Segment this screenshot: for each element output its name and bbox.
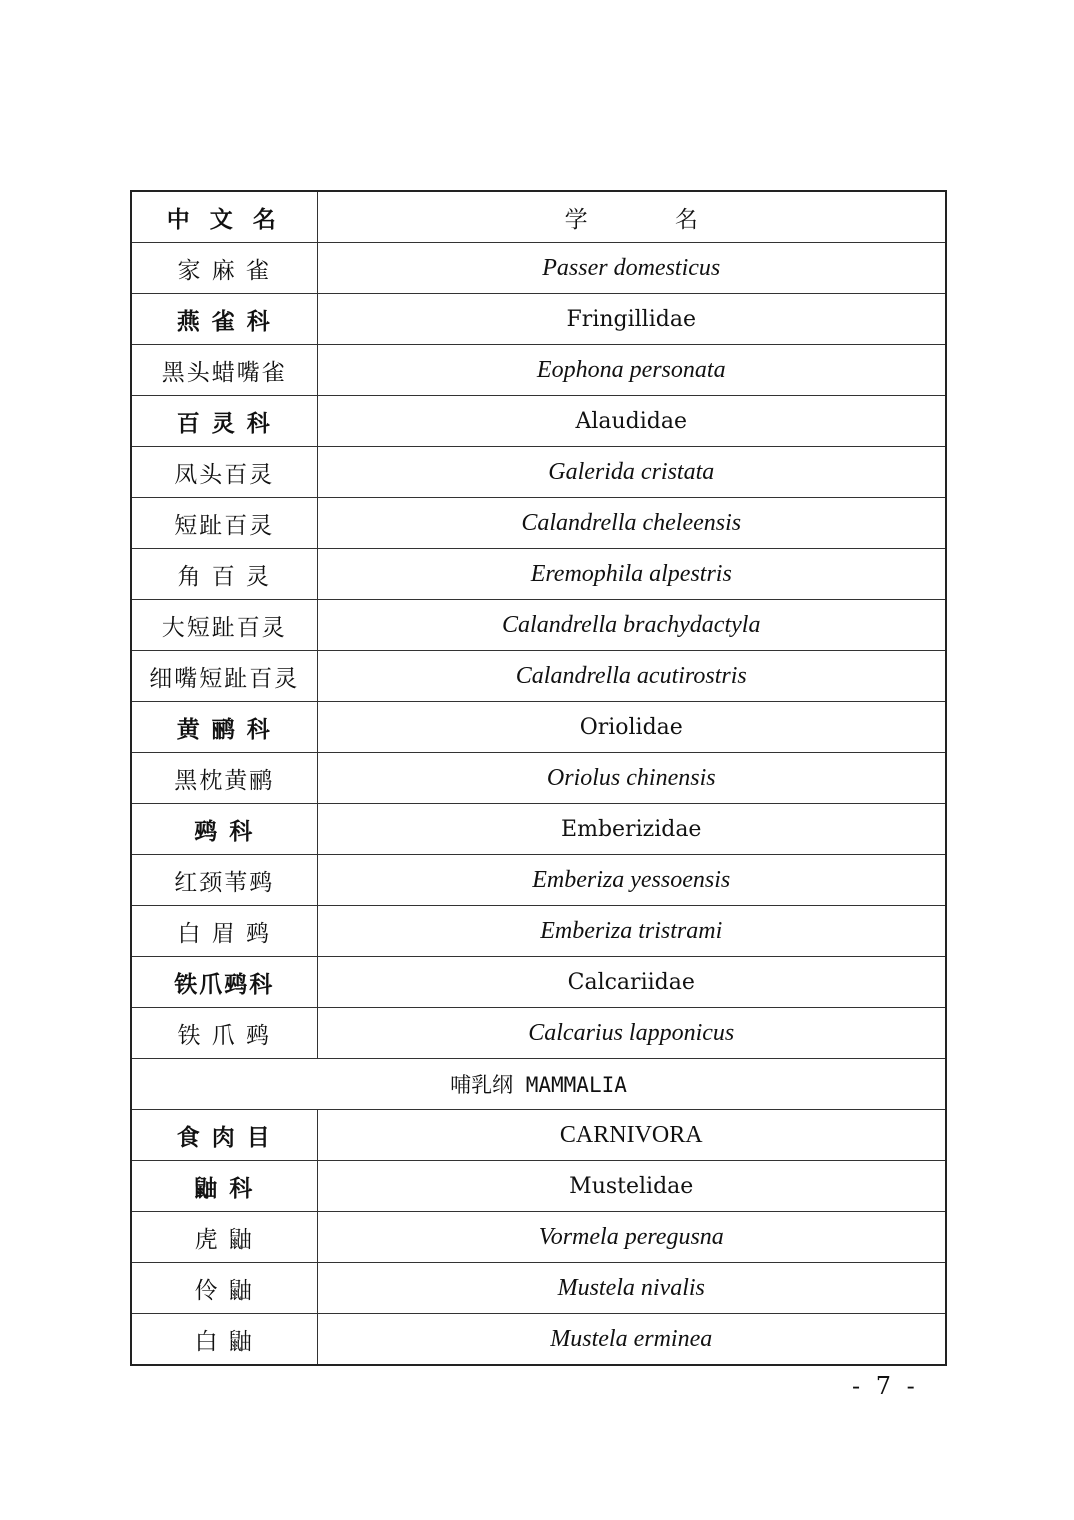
header-scientific-name: 学 名	[317, 191, 946, 243]
species-row	[131, 549, 946, 600]
table-header-row	[131, 191, 946, 243]
species-scientific-name: Mustela nivalis	[317, 1263, 946, 1314]
species-scientific-name: Eophona personata	[317, 345, 946, 396]
species-chinese-name: 红颈苇鹀	[131, 855, 317, 906]
family-row	[131, 804, 946, 855]
species-chinese-name: 细嘴短趾百灵	[131, 651, 317, 702]
family-chinese-name: 燕 雀 科	[131, 294, 317, 345]
family-chinese-name: 百 灵 科	[131, 396, 317, 447]
species-chinese-name: 白 鼬	[131, 1314, 317, 1366]
species-row	[131, 753, 946, 804]
species-row	[131, 447, 946, 498]
species-scientific-name: Emberiza tristrami	[317, 906, 946, 957]
species-row	[131, 1314, 946, 1366]
family-chinese-name: 鹀 科	[131, 804, 317, 855]
family-scientific-name: Alaudidae	[317, 396, 946, 447]
species-row	[131, 498, 946, 549]
order-chinese-name: 食 肉 目	[131, 1110, 317, 1161]
species-chinese-name: 角 百 灵	[131, 549, 317, 600]
order-scientific-name: CARNIVORA	[317, 1110, 946, 1161]
family-chinese-name: 鼬 科	[131, 1161, 317, 1212]
family-scientific-name: Emberizidae	[317, 804, 946, 855]
class-name: 哺乳纲 MAMMALIA	[131, 1059, 946, 1110]
species-chinese-name: 白 眉 鹀	[131, 906, 317, 957]
species-row	[131, 855, 946, 906]
species-row	[131, 1263, 946, 1314]
species-table	[130, 190, 947, 1366]
species-row	[131, 906, 946, 957]
family-row	[131, 396, 946, 447]
species-chinese-name: 凤头百灵	[131, 447, 317, 498]
species-chinese-name: 黑枕黄鹂	[131, 753, 317, 804]
species-scientific-name: Eremophila alpestris	[317, 549, 946, 600]
species-scientific-name: Calandrella cheleensis	[317, 498, 946, 549]
family-scientific-name: Calcariidae	[317, 957, 946, 1008]
species-chinese-name: 大短趾百灵	[131, 600, 317, 651]
species-chinese-name: 短趾百灵	[131, 498, 317, 549]
species-scientific-name: Calcarius lapponicus	[317, 1008, 946, 1059]
family-row	[131, 294, 946, 345]
species-scientific-name: Mustela erminea	[317, 1314, 946, 1366]
species-row	[131, 1008, 946, 1059]
species-scientific-name: Galerida cristata	[317, 447, 946, 498]
header-chinese-name: 中 文 名	[131, 191, 317, 243]
species-chinese-name: 家 麻 雀	[131, 243, 317, 294]
order-row	[131, 1110, 946, 1161]
species-scientific-name: Vormela peregusna	[317, 1212, 946, 1263]
species-row	[131, 243, 946, 294]
family-row	[131, 1161, 946, 1212]
species-chinese-name: 铁 爪 鹀	[131, 1008, 317, 1059]
table-body	[131, 191, 946, 1365]
species-chinese-name: 虎 鼬	[131, 1212, 317, 1263]
species-scientific-name: Calandrella acutirostris	[317, 651, 946, 702]
species-row	[131, 345, 946, 396]
family-chinese-name: 黄 鹂 科	[131, 702, 317, 753]
species-chinese-name: 伶 鼬	[131, 1263, 317, 1314]
species-chinese-name: 黑头蜡嘴雀	[131, 345, 317, 396]
species-scientific-name: Calandrella brachydactyla	[317, 600, 946, 651]
family-row	[131, 957, 946, 1008]
family-scientific-name: Oriolidae	[317, 702, 946, 753]
page-number: - 7 -	[852, 1372, 919, 1400]
species-row	[131, 600, 946, 651]
species-scientific-name: Emberiza yessoensis	[317, 855, 946, 906]
family-chinese-name: 铁爪鹀科	[131, 957, 317, 1008]
family-scientific-name: Mustelidae	[317, 1161, 946, 1212]
species-scientific-name: Passer domesticus	[317, 243, 946, 294]
family-row	[131, 702, 946, 753]
species-scientific-name: Oriolus chinensis	[317, 753, 946, 804]
species-row	[131, 1212, 946, 1263]
family-scientific-name: Fringillidae	[317, 294, 946, 345]
species-row	[131, 651, 946, 702]
class-row	[131, 1059, 946, 1110]
